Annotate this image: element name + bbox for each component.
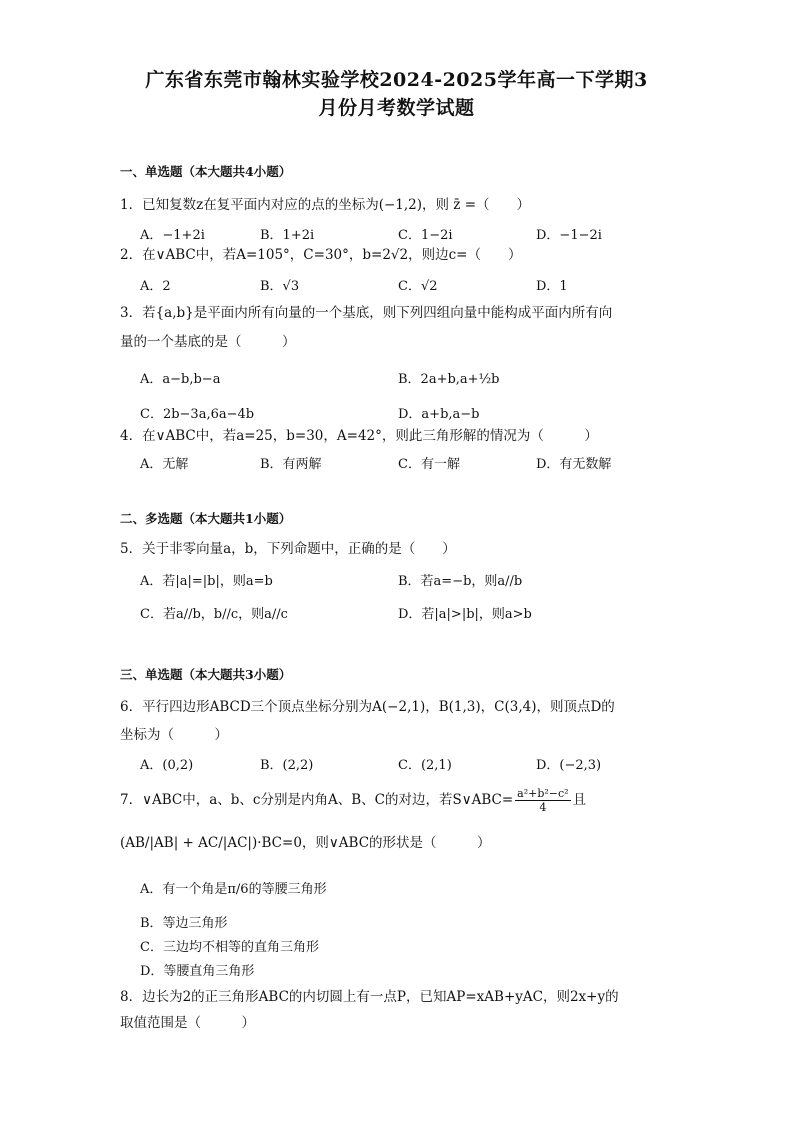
q7-lead: 7．∨ABC中，a、b、c分别是内角A、B、C的对边，若S∨ABC= xyxy=(120,792,514,808)
q3-option-b: B．2a+b,a+½b xyxy=(398,372,500,387)
question-6-text-line-1: 6．平行四边形ABCD三个顶点坐标分别为A(−2,1)，B(1,3)，C(3,4)，则顶点D的 xyxy=(120,699,615,715)
q7-frac-den: 4 xyxy=(539,801,547,814)
q7-frac-num: a²+b²−c² xyxy=(517,787,569,800)
q5-option-b: B．若a=−b，则a//b xyxy=(398,574,523,589)
question-7-text-line-2: (AB/|AB| + AC/|AC|)·BC=0，则∨ABC的形状是（ ） xyxy=(120,835,491,851)
question-1-text: 1．已知复数z在复平面内对应的点的坐标为(−1,2)，则 z̄ =（ ） xyxy=(120,197,531,213)
q2-option-a: A．2 xyxy=(140,279,171,294)
question-5-text: 5．关于非零向量a，b，下列命题中，正确的是（ ） xyxy=(120,541,456,557)
q5-option-d: D．若|a|>|b|，则a>b xyxy=(398,607,532,622)
question-8-text-line-2: 取值范围是（ ） xyxy=(120,1015,255,1031)
q3-option-d: D．a+b,a−b xyxy=(398,407,480,422)
q6-option-d: D．(−2,3) xyxy=(536,758,602,773)
q2-option-d: D．1 xyxy=(536,279,568,294)
q3-option-c: C．2b−3a,6a−4b xyxy=(140,407,255,422)
question-2-text: 2．在∨ABC中，若A=105°，C=30°，b=2√2，则边c=（ ） xyxy=(120,247,522,263)
q6-option-a: A．(0,2) xyxy=(140,758,194,773)
q7-option-a: A．有一个角是π/6的等腰三角形 xyxy=(140,882,327,897)
q4-option-d: D．有无数解 xyxy=(536,457,612,472)
q7-option-d: D．等腰直角三角形 xyxy=(140,964,255,979)
q7-lead-end: 且 xyxy=(572,792,587,808)
question-3-text-line-2: 量的一个基底的是（ ） xyxy=(120,334,296,350)
q1-option-d: D．−1−2i xyxy=(536,228,602,243)
q4-option-b: B．有两解 xyxy=(260,457,322,472)
q7-option-c: C．三边均不相等的直角三角形 xyxy=(140,940,319,955)
q3-option-a: A．a−b,b−a xyxy=(140,372,221,387)
q6-option-c: C．(2,1) xyxy=(398,758,452,773)
section-heading-1: 一、单选题（本大题共4小题） xyxy=(120,164,292,179)
q1-option-b: B．1+2i xyxy=(260,228,315,243)
question-7-text-line-1 xyxy=(120,785,680,815)
section-heading-3: 三、单选题（本大题共3小题） xyxy=(120,667,292,682)
question-6-text-line-2: 坐标为（ ） xyxy=(120,727,228,743)
q1-option-c: C．1−2i xyxy=(398,228,453,243)
q5-option-a: A．若|a|=|b|，则a=b xyxy=(140,574,273,589)
q7-fraction xyxy=(515,787,570,814)
section-heading-2: 二、多选题（本大题共1小题） xyxy=(120,511,292,526)
question-4-text: 4．在∨ABC中，若a=25，b=30，A=42°，则此三角形解的情况为（ ） xyxy=(120,428,598,444)
q7-option-b: B．等边三角形 xyxy=(140,916,228,931)
q1-option-a: A．−1+2i xyxy=(140,228,205,243)
title-line-2: 月份月考数学试题 xyxy=(318,97,475,119)
q5-option-c: C．若a//b，b//c，则a//c xyxy=(140,607,288,622)
question-8-text-line-1: 8．边长为2的正三角形ABC的内切圆上有一点P，已知AP=xAB+yAC，则2x+y的 xyxy=(120,989,619,1005)
title-line-1: 广东省东莞市翰林实验学校2024-2025学年高一下学期3 xyxy=(145,69,648,91)
q4-option-c: C．有一解 xyxy=(398,457,460,472)
question-3-text-line-1: 3．若{a,b}是平面内所有向量的一个基底，则下列四组向量中能构成平面内所有向 xyxy=(120,305,613,321)
q4-option-a: A．无解 xyxy=(140,457,189,472)
q2-option-c: C．√2 xyxy=(398,279,438,294)
q2-option-b: B．√3 xyxy=(260,279,300,294)
q6-option-b: B．(2,2) xyxy=(260,758,314,773)
